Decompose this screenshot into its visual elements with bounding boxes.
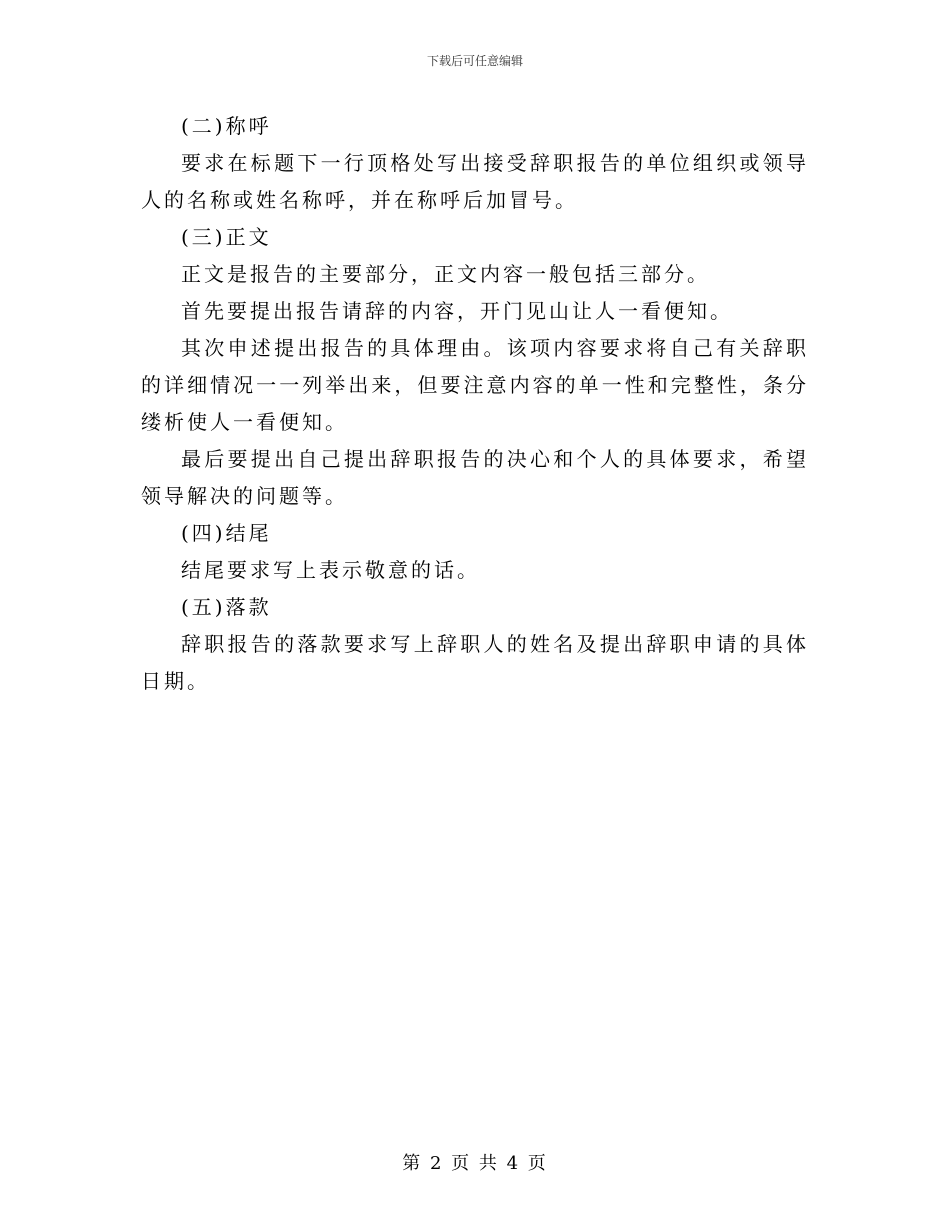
paragraph-final-point: 最后要提出自己提出辞职报告的决心和个人的具体要求，希望领导解决的问题等。 (141, 447, 809, 508)
section-heading-signature: (五)落款 (181, 595, 272, 619)
paragraph-signature-requirement: 辞职报告的落款要求写上辞职人的姓名及提出辞职申请的具体日期。 (141, 632, 809, 693)
paragraph-second-point: 其次申述提出报告的具体理由。该项内容要求将自己有关辞职的详细情况一一列举出来，但要注意内容的单一性和完整性，条分缕析使人一看便知。 (141, 336, 809, 434)
paragraph-closing-requirement: 结尾要求写上表示敬意的话。 (181, 558, 480, 582)
page-number: 第 2 页 共 4 页 (402, 1153, 548, 1174)
paragraph-first-point: 首先要提出报告请辞的内容，开门见山让人一看便知。 (181, 299, 733, 323)
section-heading-main-text: (三)正文 (181, 225, 272, 249)
section-heading-salutation: (二)称呼 (181, 114, 272, 138)
section-heading-closing: (四)结尾 (181, 521, 272, 545)
document-body (141, 108, 809, 700)
paragraph-main-text-overview: 正文是报告的主要部分，正文内容一般包括三部分。 (181, 262, 710, 286)
header-note: 下载后可任意编辑 (426, 54, 523, 68)
paragraph-salutation-requirement: 要求在标题下一行顶格处写出接受辞职报告的单位组织或领导人的名称或姓名称呼，并在称呼后加冒号。 (141, 151, 809, 212)
